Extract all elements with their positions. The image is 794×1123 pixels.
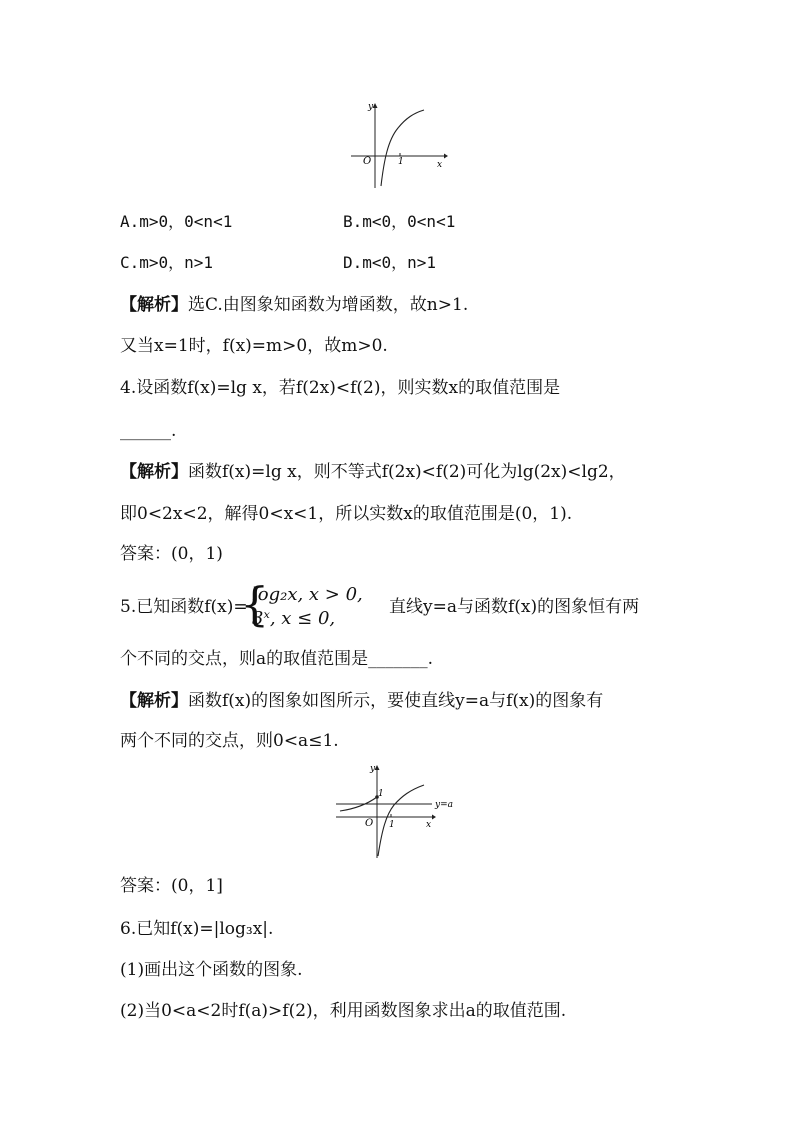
tick-label-x: 1 — [389, 820, 395, 830]
q4-answer: 答案：(0，1) — [120, 544, 223, 564]
analysis-tag: 【解析】 — [120, 691, 188, 711]
line-label: y=a — [435, 800, 453, 810]
q4-analysis-1 — [120, 460, 626, 484]
graph-1-svg — [348, 100, 448, 190]
q5-analysis-1 — [120, 689, 603, 713]
y-axis-label: y — [370, 764, 376, 774]
analysis-text: 函数f(x)=lg x，则不等式f(2x)<f(2)可化为lg(2x)<lg2， — [188, 462, 626, 482]
x-axis-label: x — [437, 160, 443, 170]
q4-analysis-2: 即0<2x<2，解得0<x<1，所以实数x的取值范围是(0，1). — [120, 504, 573, 524]
q5-analysis-2: 两个不同的交点，则0<a≤1. — [120, 731, 339, 751]
q6-part-2: (2)当0<a<2时f(a)>f(2)，利用函数图象求出a的取值范围. — [120, 1001, 567, 1021]
option-d: D.m<0，n>1 — [343, 253, 437, 272]
tick-label: 1 — [398, 157, 404, 167]
x-axis-arrow — [432, 815, 436, 820]
analysis-text: 选C.由图象知函数为增函数，故n>1. — [188, 295, 469, 315]
x-axis-arrow — [444, 154, 448, 159]
q6-question: 6.已知f(x)=|log₃x|. — [120, 919, 274, 939]
q3-analysis-1 — [120, 293, 468, 317]
origin-label: O — [365, 818, 374, 829]
y-axis-label: y — [368, 102, 374, 112]
piecewise-brace: { — [240, 577, 270, 631]
option-c: C.m>0，n>1 — [120, 253, 214, 272]
q5-question-2: 个不同的交点，则a的取值范围是_______. — [120, 649, 434, 669]
option-b: B.m<0，0<n<1 — [343, 212, 456, 231]
y-axis-arrow — [375, 765, 380, 770]
x-axis-label: x — [426, 820, 432, 830]
graph-figure-2 — [334, 760, 464, 860]
analysis-tag: 【解析】 — [120, 462, 188, 482]
q3-analysis-2: 又当x=1时，f(x)=m>0，故m>0. — [120, 336, 388, 356]
analysis-tag: 【解析】 — [120, 295, 188, 315]
tick-label-y: 1 — [378, 789, 384, 799]
q6-part-1: (1)画出这个函数的图象. — [120, 960, 303, 980]
q5-answer: 答案：(0，1] — [120, 876, 223, 896]
q4-question-1: 4.设函数f(x)=lg x，若f(2x)<f(2)，则实数x的取值范围是 — [120, 378, 561, 398]
piece-1: log₂x, x > 0, — [252, 584, 363, 605]
piecewise-definition — [252, 583, 363, 631]
analysis-text: 函数f(x)的图象如图所示，要使直线y=a与f(x)的图象有 — [188, 691, 604, 711]
q5-question-suffix: 直线y=a与函数f(x)的图象恒有两 — [389, 597, 640, 617]
piece-2: 3ˣ, x ≤ 0, — [252, 608, 336, 629]
y-axis-arrow — [373, 103, 378, 108]
graph-figure-1 — [348, 100, 448, 190]
option-a: A.m>0，0<n<1 — [120, 212, 233, 231]
q4-question-2: ______. — [120, 421, 177, 441]
graph-2-svg — [334, 760, 464, 860]
q5-question-prefix: 5.已知函数f(x)= — [120, 597, 248, 617]
log-branch — [378, 785, 424, 856]
origin-label: O — [363, 156, 372, 167]
curve — [381, 110, 424, 186]
